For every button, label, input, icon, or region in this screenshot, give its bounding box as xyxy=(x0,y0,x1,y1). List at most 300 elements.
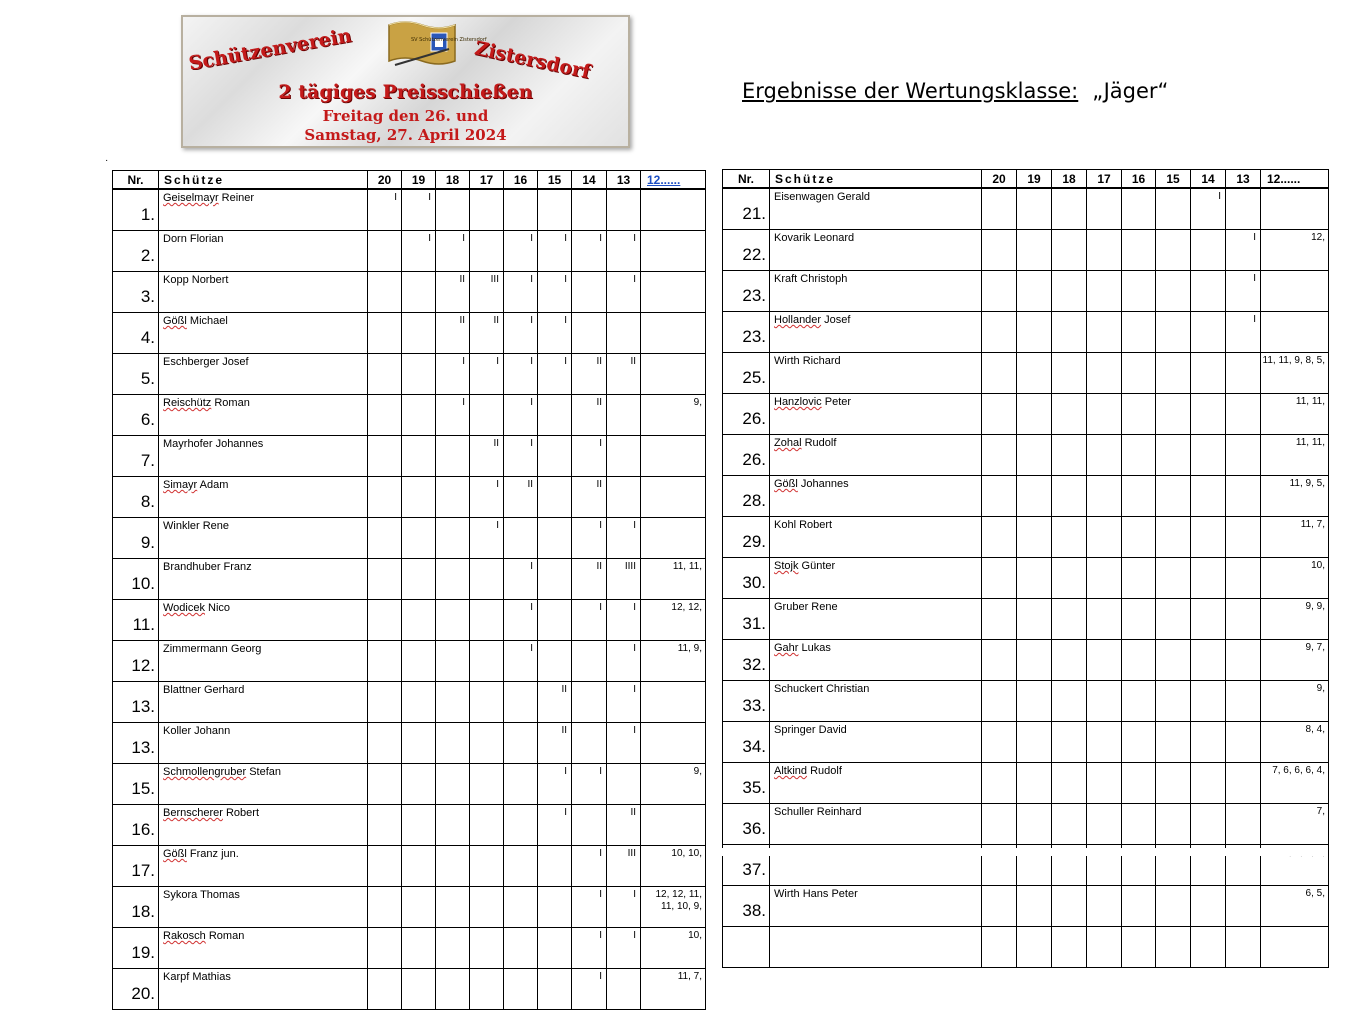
score-tally-cell xyxy=(1017,558,1052,599)
rank-cell: 9. xyxy=(113,518,159,559)
shooter-name-cell: Kohl Robert xyxy=(770,517,982,558)
score-tally-cell xyxy=(368,641,402,682)
score-tally-cell xyxy=(607,969,641,1010)
score-tally-cell xyxy=(607,189,641,231)
score-tally-cell xyxy=(504,846,538,887)
table-row xyxy=(113,559,706,600)
score-tally-cell: I xyxy=(470,518,504,559)
remaining-scores-cell xyxy=(641,313,706,354)
score-tally-cell xyxy=(538,641,572,682)
column-header-6: 16 xyxy=(504,171,538,190)
score-tally-cell: I xyxy=(504,641,538,682)
table-row xyxy=(723,804,1329,845)
score-tally-cell xyxy=(982,394,1017,435)
score-tally-cell xyxy=(1017,722,1052,763)
table-row xyxy=(723,312,1329,353)
score-tally-cell xyxy=(982,886,1017,927)
column-header-4: 18 xyxy=(436,171,470,190)
score-tally-cell xyxy=(982,640,1017,681)
rank-cell: 16. xyxy=(113,805,159,846)
score-tally-cell xyxy=(1191,271,1226,312)
score-tally-cell xyxy=(368,969,402,1010)
score-tally-cell xyxy=(1156,640,1191,681)
club-name-left: Schützenverein xyxy=(187,24,354,75)
score-tally-cell xyxy=(1122,886,1156,927)
score-tally-cell xyxy=(368,846,402,887)
score-tally-cell xyxy=(1226,558,1261,599)
rank-cell: 20. xyxy=(113,969,159,1010)
score-tally-cell: I xyxy=(538,313,572,354)
column-header-9: 13 xyxy=(607,171,641,190)
score-tally-cell xyxy=(1191,517,1226,558)
score-tally-cell: I xyxy=(572,518,607,559)
score-tally-cell xyxy=(368,354,402,395)
page-cutoff xyxy=(722,848,1328,856)
score-tally-cell xyxy=(1191,353,1226,394)
score-tally-cell xyxy=(402,846,436,887)
remaining-scores-cell: 11, 11, xyxy=(1261,435,1329,476)
event-title: 2 tägiges Preisschießen xyxy=(278,81,533,103)
table-row xyxy=(113,600,706,641)
table-row xyxy=(113,969,706,1010)
rank-cell xyxy=(723,927,770,968)
event-date-line-1: Freitag den 26. und xyxy=(322,107,489,125)
score-tally-cell xyxy=(1122,722,1156,763)
score-tally-cell xyxy=(436,723,470,764)
rank-cell: 4. xyxy=(113,313,159,354)
score-tally-cell xyxy=(982,763,1017,804)
shooter-name-cell: Stojk Günter xyxy=(770,558,982,599)
score-tally-cell xyxy=(1087,271,1122,312)
score-tally-cell xyxy=(572,313,607,354)
shooter-name-cell: Hanzlovic Peter xyxy=(770,394,982,435)
score-tally-cell: IIII xyxy=(607,559,641,600)
shooter-name-cell: Gößl Franz jun. xyxy=(159,846,368,887)
score-tally-cell: I xyxy=(504,395,538,436)
score-tally-cell xyxy=(1226,517,1261,558)
score-tally-cell xyxy=(368,764,402,805)
results-table-left xyxy=(112,170,706,1010)
score-tally-cell xyxy=(402,969,436,1010)
score-tally-cell xyxy=(436,477,470,518)
score-tally-cell: I xyxy=(572,764,607,805)
rank-cell: 36. xyxy=(723,804,770,845)
column-header-2: 20 xyxy=(982,170,1017,189)
score-tally-cell xyxy=(1122,435,1156,476)
remaining-scores-cell xyxy=(1261,188,1329,230)
score-tally-cell xyxy=(538,559,572,600)
table-row xyxy=(113,723,706,764)
score-tally-cell xyxy=(1017,804,1052,845)
score-tally-cell xyxy=(1156,722,1191,763)
rank-cell: 29. xyxy=(723,517,770,558)
score-tally-cell xyxy=(402,887,436,928)
shooter-name-cell: Schmollengruber Stefan xyxy=(159,764,368,805)
event-date-line-2: Samstag, 27. April 2024 xyxy=(304,126,507,144)
score-tally-cell xyxy=(1087,886,1122,927)
score-tally-cell xyxy=(1122,763,1156,804)
column-header-10: 12...... xyxy=(1261,170,1329,189)
column-header-0: Nr. xyxy=(113,171,159,190)
score-tally-cell xyxy=(1156,188,1191,230)
score-tally-cell xyxy=(1122,271,1156,312)
score-tally-cell xyxy=(1226,722,1261,763)
score-tally-cell xyxy=(1226,435,1261,476)
rank-cell: 1. xyxy=(113,189,159,231)
shooter-name-cell: Dorn Florian xyxy=(159,231,368,272)
table-row xyxy=(723,188,1329,230)
score-tally-cell: I xyxy=(402,189,436,231)
score-tally-cell xyxy=(1087,722,1122,763)
shooter-name-cell: Wirth Hans Peter xyxy=(770,886,982,927)
score-tally-cell xyxy=(504,805,538,846)
score-tally-cell xyxy=(436,436,470,477)
score-tally-cell xyxy=(538,189,572,231)
score-tally-cell: II xyxy=(572,354,607,395)
table-row xyxy=(723,230,1329,271)
score-tally-cell xyxy=(1191,722,1226,763)
score-tally-cell: II xyxy=(470,313,504,354)
rank-cell: 8. xyxy=(113,477,159,518)
shooter-name-cell xyxy=(770,927,982,968)
shooter-name-cell: Springer David xyxy=(770,722,982,763)
score-tally-cell xyxy=(1052,353,1087,394)
score-tally-cell xyxy=(436,600,470,641)
score-tally-cell xyxy=(538,395,572,436)
score-tally-cell xyxy=(1156,517,1191,558)
score-tally-cell xyxy=(538,969,572,1010)
score-tally-cell: I xyxy=(607,682,641,723)
score-tally-cell xyxy=(982,271,1017,312)
table-row xyxy=(113,313,706,354)
score-tally-cell xyxy=(1122,927,1156,968)
score-tally-cell xyxy=(436,518,470,559)
score-tally-cell xyxy=(402,682,436,723)
score-tally-cell: II xyxy=(572,477,607,518)
score-tally-cell xyxy=(402,723,436,764)
score-tally-cell xyxy=(1052,763,1087,804)
score-tally-cell xyxy=(982,353,1017,394)
remaining-scores-cell: 10, xyxy=(1261,558,1329,599)
score-tally-cell xyxy=(1122,312,1156,353)
shooter-name-cell: Winkler Rene xyxy=(159,518,368,559)
score-tally-cell xyxy=(470,887,504,928)
rank-cell: 33. xyxy=(723,681,770,722)
score-tally-cell xyxy=(982,722,1017,763)
score-tally-cell xyxy=(470,641,504,682)
score-tally-cell: I xyxy=(572,231,607,272)
score-tally-cell xyxy=(436,928,470,969)
rank-cell: 5. xyxy=(113,354,159,395)
score-tally-cell xyxy=(1017,353,1052,394)
score-tally-cell xyxy=(402,395,436,436)
remaining-scores-cell xyxy=(641,805,706,846)
score-tally-cell xyxy=(1087,763,1122,804)
score-tally-cell xyxy=(1017,230,1052,271)
score-tally-cell: I xyxy=(538,764,572,805)
score-tally-cell xyxy=(470,231,504,272)
score-tally-cell xyxy=(982,927,1017,968)
score-tally-cell xyxy=(1226,599,1261,640)
shooter-name-cell: Rakosch Roman xyxy=(159,928,368,969)
score-tally-cell xyxy=(1017,394,1052,435)
score-tally-cell xyxy=(1122,230,1156,271)
score-tally-cell xyxy=(1191,640,1226,681)
score-tally-cell: I xyxy=(1226,271,1261,312)
score-tally-cell xyxy=(470,395,504,436)
rank-cell: 11. xyxy=(113,600,159,641)
rank-cell: 28. xyxy=(723,476,770,517)
shooter-name-cell: Karpf Mathias xyxy=(159,969,368,1010)
table-row xyxy=(723,394,1329,435)
score-tally-cell: I xyxy=(504,354,538,395)
score-tally-cell: I xyxy=(572,436,607,477)
score-tally-cell xyxy=(1122,188,1156,230)
score-tally-cell xyxy=(572,272,607,313)
score-tally-cell xyxy=(402,928,436,969)
rank-cell: 35. xyxy=(723,763,770,804)
score-tally-cell xyxy=(538,846,572,887)
remaining-scores-cell: 12, xyxy=(1261,230,1329,271)
score-tally-cell: I xyxy=(402,231,436,272)
score-tally-cell: I xyxy=(368,189,402,231)
score-tally-cell xyxy=(1087,312,1122,353)
score-tally-cell xyxy=(436,764,470,805)
score-tally-cell: II xyxy=(607,354,641,395)
shooter-name-cell: Brandhuber Franz xyxy=(159,559,368,600)
score-tally-cell xyxy=(1226,886,1261,927)
score-tally-cell xyxy=(1052,476,1087,517)
column-header-3: 19 xyxy=(402,171,436,190)
remaining-scores-cell xyxy=(641,477,706,518)
table-row xyxy=(113,231,706,272)
heading-class-name: „Jäger“ xyxy=(1092,79,1169,103)
score-tally-cell: II xyxy=(436,272,470,313)
score-tally-cell xyxy=(368,559,402,600)
score-tally-cell xyxy=(1226,353,1261,394)
score-tally-cell xyxy=(504,518,538,559)
table-row xyxy=(723,681,1329,722)
score-tally-cell xyxy=(572,723,607,764)
score-tally-cell xyxy=(1017,599,1052,640)
event-banner xyxy=(181,15,630,148)
score-tally-cell xyxy=(1226,188,1261,230)
rank-cell: 2. xyxy=(113,231,159,272)
score-tally-cell xyxy=(1156,394,1191,435)
score-tally-cell xyxy=(1017,188,1052,230)
score-tally-cell xyxy=(1156,312,1191,353)
score-tally-cell: I xyxy=(470,477,504,518)
shooter-name-cell: Zohal Rudolf xyxy=(770,435,982,476)
remaining-scores-cell xyxy=(1261,271,1329,312)
remaining-scores-cell: 9, xyxy=(641,395,706,436)
score-tally-cell xyxy=(607,313,641,354)
table-row xyxy=(113,436,706,477)
score-tally-cell xyxy=(1087,435,1122,476)
rank-cell: 15. xyxy=(113,764,159,805)
score-tally-cell xyxy=(1087,394,1122,435)
column-header-1: Schütze xyxy=(159,171,368,190)
rank-cell: 32. xyxy=(723,640,770,681)
score-tally-cell: I xyxy=(607,928,641,969)
score-tally-cell xyxy=(470,764,504,805)
score-tally-cell xyxy=(607,436,641,477)
column-header-3: 19 xyxy=(1017,170,1052,189)
shooter-name-cell: Zimmermann Georg xyxy=(159,641,368,682)
score-tally-cell xyxy=(1191,927,1226,968)
club-seal-icon xyxy=(385,19,487,71)
rank-cell: 25. xyxy=(723,353,770,394)
score-tally-cell xyxy=(1017,927,1052,968)
score-tally-cell xyxy=(1122,558,1156,599)
score-tally-cell xyxy=(982,188,1017,230)
remaining-scores-cell xyxy=(641,354,706,395)
shooter-name-cell: Reischütz Roman xyxy=(159,395,368,436)
shooter-name-cell: Gößl Michael xyxy=(159,313,368,354)
score-tally-cell xyxy=(470,846,504,887)
score-tally-cell: I xyxy=(572,600,607,641)
score-tally-cell xyxy=(504,969,538,1010)
remaining-scores-cell: 11, 7, xyxy=(641,969,706,1010)
remaining-scores-cell xyxy=(641,231,706,272)
table-header-row xyxy=(723,170,1329,189)
score-tally-cell: II xyxy=(607,805,641,846)
score-tally-cell xyxy=(1122,394,1156,435)
score-tally-cell xyxy=(470,189,504,231)
score-tally-cell xyxy=(436,846,470,887)
shooter-name-cell: Mayrhofer Johannes xyxy=(159,436,368,477)
score-tally-cell xyxy=(1226,927,1261,968)
shooter-name-cell: Kovarik Leonard xyxy=(770,230,982,271)
remaining-scores-cell: 9, xyxy=(1261,681,1329,722)
score-tally-cell xyxy=(1087,558,1122,599)
score-tally-cell xyxy=(402,313,436,354)
score-tally-cell xyxy=(982,312,1017,353)
score-tally-cell xyxy=(470,928,504,969)
shooter-name-cell: Wirth Richard xyxy=(770,353,982,394)
remaining-scores-cell: 12, 12, xyxy=(641,600,706,641)
score-tally-cell xyxy=(1017,476,1052,517)
score-tally-cell xyxy=(982,230,1017,271)
rank-cell: 26. xyxy=(723,394,770,435)
score-tally-cell xyxy=(1156,476,1191,517)
score-tally-cell xyxy=(1156,927,1191,968)
score-tally-cell xyxy=(402,477,436,518)
table-row xyxy=(113,887,706,928)
score-tally-cell xyxy=(368,723,402,764)
column-header-5: 17 xyxy=(1087,170,1122,189)
table-row xyxy=(113,682,706,723)
score-tally-cell xyxy=(402,272,436,313)
shooter-name-cell: Gahr Lukas xyxy=(770,640,982,681)
score-tally-cell xyxy=(538,518,572,559)
remaining-scores-cell xyxy=(641,272,706,313)
score-tally-cell xyxy=(436,682,470,723)
remaining-scores-cell: 9, xyxy=(641,764,706,805)
score-tally-cell xyxy=(504,682,538,723)
remaining-scores-cell: 9, 9, xyxy=(1261,599,1329,640)
score-tally-cell: I xyxy=(572,887,607,928)
score-tally-cell: I xyxy=(504,272,538,313)
score-tally-cell xyxy=(504,928,538,969)
heading-label: Ergebnisse der Wertungsklasse: xyxy=(742,79,1079,103)
paragraph-marker: · xyxy=(105,155,109,166)
score-tally-cell xyxy=(538,436,572,477)
score-tally-cell: III xyxy=(470,272,504,313)
table-row xyxy=(723,476,1329,517)
score-tally-cell xyxy=(1156,681,1191,722)
remaining-scores-cell: 11, 11, 9, 8, 5, xyxy=(1261,353,1329,394)
remaining-scores-cell xyxy=(1261,927,1329,968)
score-tally-cell: III xyxy=(607,846,641,887)
table-row xyxy=(723,517,1329,558)
rank-cell: 23. xyxy=(723,271,770,312)
rank-cell: 21. xyxy=(723,188,770,230)
club-name-right: Zistersdorf xyxy=(472,37,593,84)
table-row xyxy=(113,641,706,682)
score-tally-cell xyxy=(1052,886,1087,927)
score-tally-cell xyxy=(368,395,402,436)
rank-cell: 26. xyxy=(723,435,770,476)
score-tally-cell xyxy=(1191,681,1226,722)
shooter-name-cell: Gruber Rene xyxy=(770,599,982,640)
column-header-10: 12...... xyxy=(641,171,706,190)
score-tally-cell xyxy=(1191,558,1226,599)
table-header-row xyxy=(113,171,706,190)
score-tally-cell xyxy=(470,600,504,641)
score-tally-cell xyxy=(402,436,436,477)
score-tally-cell: I xyxy=(607,641,641,682)
score-tally-cell: I xyxy=(470,354,504,395)
table-row xyxy=(723,599,1329,640)
score-tally-cell xyxy=(1017,271,1052,312)
score-tally-cell xyxy=(982,804,1017,845)
score-tally-cell xyxy=(504,723,538,764)
score-tally-cell xyxy=(1052,599,1087,640)
score-tally-cell xyxy=(982,558,1017,599)
score-tally-cell xyxy=(1191,476,1226,517)
remaining-scores-cell: 7, xyxy=(1261,804,1329,845)
shooter-name-cell: Kopp Norbert xyxy=(159,272,368,313)
remaining-scores-cell xyxy=(641,682,706,723)
remaining-scores-cell xyxy=(641,436,706,477)
table-row xyxy=(723,763,1329,804)
score-tally-cell xyxy=(1156,599,1191,640)
score-tally-cell xyxy=(368,805,402,846)
score-tally-cell xyxy=(1052,394,1087,435)
remaining-scores-cell: 7, 6, 6, 6, 4, xyxy=(1261,763,1329,804)
score-tally-cell xyxy=(1226,763,1261,804)
score-tally-cell xyxy=(368,313,402,354)
score-tally-cell xyxy=(1052,558,1087,599)
score-tally-cell xyxy=(1191,312,1226,353)
remaining-scores-cell xyxy=(641,518,706,559)
score-tally-cell xyxy=(436,189,470,231)
score-tally-cell xyxy=(1052,312,1087,353)
table-row xyxy=(723,353,1329,394)
score-tally-cell: I xyxy=(607,518,641,559)
remaining-scores-cell: 12, 12, 11, 11, 10, 9, xyxy=(641,887,706,928)
score-tally-cell xyxy=(1191,804,1226,845)
score-tally-cell: II xyxy=(470,436,504,477)
score-tally-cell xyxy=(1017,435,1052,476)
score-tally-cell xyxy=(1087,476,1122,517)
score-tally-cell: I xyxy=(572,928,607,969)
rank-cell: 22. xyxy=(723,230,770,271)
score-tally-cell xyxy=(1087,188,1122,230)
shooter-name-cell: Geiselmayr Reiner xyxy=(159,189,368,231)
table-row xyxy=(113,764,706,805)
